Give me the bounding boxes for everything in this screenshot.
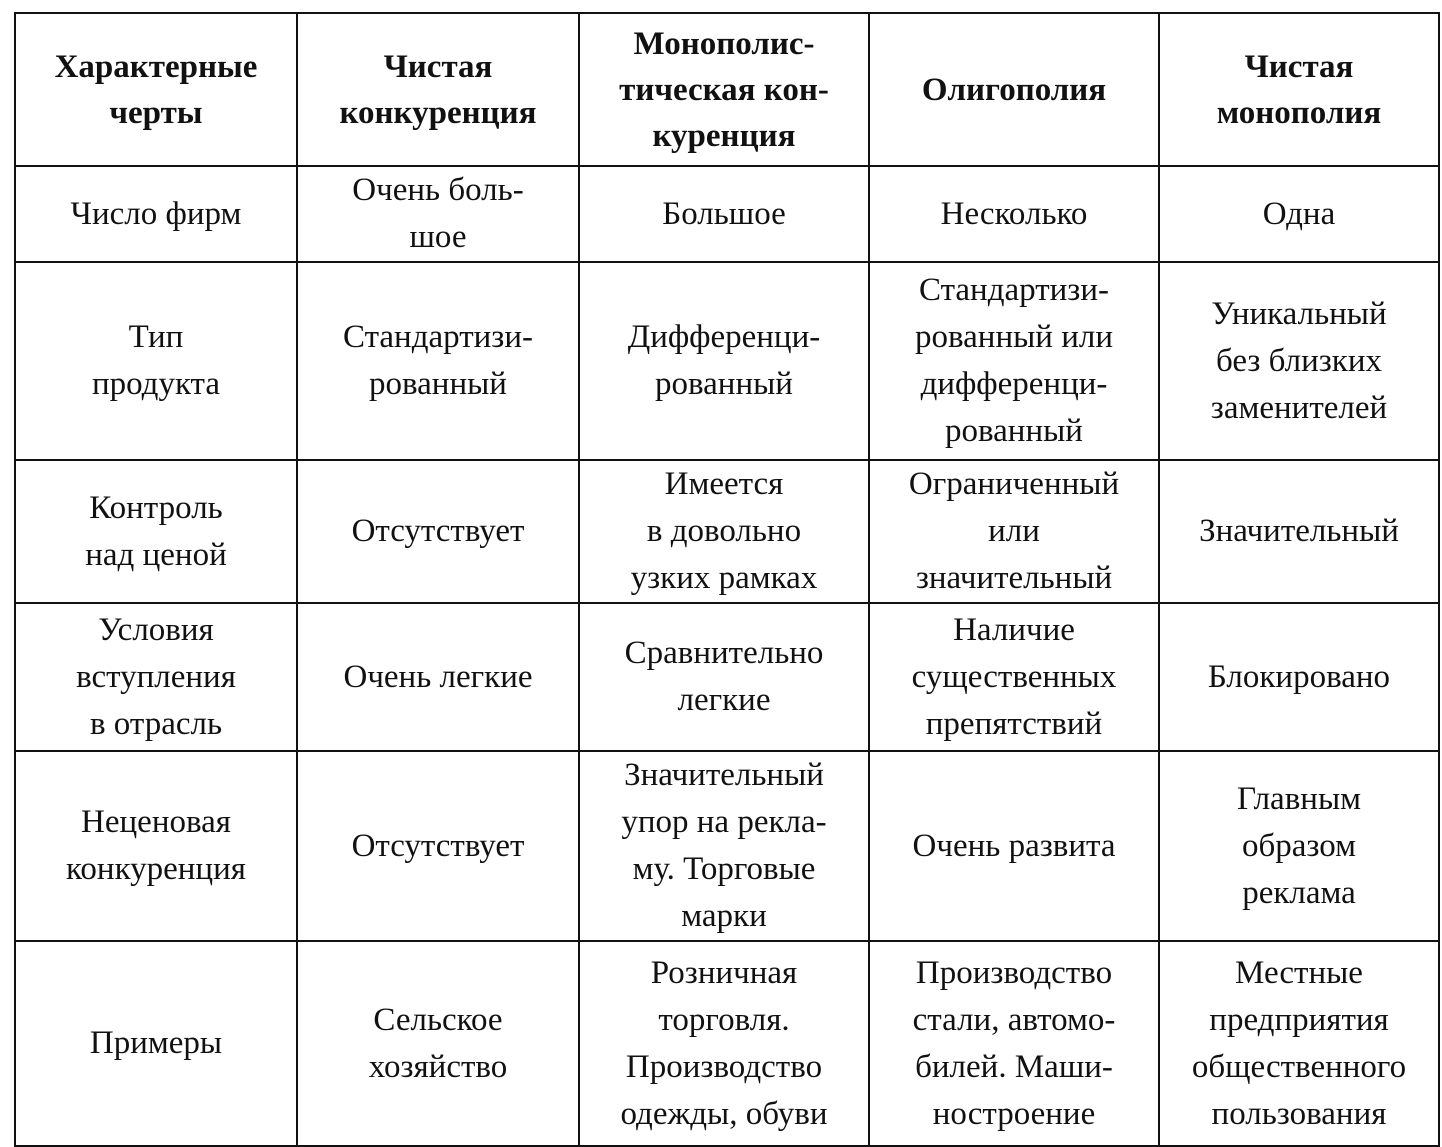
- cell-pure-competition: Очень боль- шое: [297, 166, 579, 262]
- header-pure-monopoly: Чистая монополия: [1159, 13, 1439, 166]
- market-structures-table: [14, 12, 1440, 1147]
- table-row: [15, 460, 1439, 603]
- row-feature: Число фирм: [15, 166, 297, 262]
- table-row: [15, 941, 1439, 1146]
- table-row: [15, 603, 1439, 751]
- cell-pure-monopoly: Местные предприятия общественного пользования: [1159, 941, 1439, 1146]
- cell-oligopoly: Наличие существенных препятствий: [869, 603, 1159, 751]
- cell-pure-competition: Стандартизи- рованный: [297, 262, 579, 460]
- cell-oligopoly: Очень развита: [869, 751, 1159, 941]
- row-feature: Тип продукта: [15, 262, 297, 460]
- table-row: [15, 262, 1439, 460]
- cell-oligopoly: Ограниченный или значительный: [869, 460, 1159, 603]
- header-features: Характерные черты: [15, 13, 297, 166]
- cell-pure-monopoly: Одна: [1159, 166, 1439, 262]
- cell-pure-competition: Очень легкие: [297, 603, 579, 751]
- cell-oligopoly: Производство стали, автомо- билей. Маши- ностроение: [869, 941, 1159, 1146]
- header-oligopoly: Олигополия: [869, 13, 1159, 166]
- cell-monopolistic-competition: Имеется в довольно узких рамках: [579, 460, 869, 603]
- table-row: [15, 166, 1439, 262]
- cell-monopolistic-competition: Дифференци- рованный: [579, 262, 869, 460]
- cell-pure-competition: Отсутствует: [297, 751, 579, 941]
- row-feature: Условия вступления в отрасль: [15, 603, 297, 751]
- cell-pure-competition: Сельское хозяйство: [297, 941, 579, 1146]
- cell-pure-monopoly: Значительный: [1159, 460, 1439, 603]
- header-pure-competition: Чистая конкуренция: [297, 13, 579, 166]
- row-feature: Неценовая конкуренция: [15, 751, 297, 941]
- header-monopolistic-competition: Монополис- тическая кон- куренция: [579, 13, 869, 166]
- cell-monopolistic-competition: Большое: [579, 166, 869, 262]
- cell-monopolistic-competition: Значительный упор на рекла- му. Торговые марки: [579, 751, 869, 941]
- header-row: [15, 13, 1439, 166]
- table-row: [15, 751, 1439, 941]
- row-feature: Контроль над ценой: [15, 460, 297, 603]
- cell-oligopoly: Несколько: [869, 166, 1159, 262]
- cell-pure-monopoly: Главным образом реклама: [1159, 751, 1439, 941]
- cell-pure-competition: Отсутствует: [297, 460, 579, 603]
- cell-oligopoly: Стандартизи- рованный или дифференци- рованный: [869, 262, 1159, 460]
- cell-pure-monopoly: Уникальный без близких заменителей: [1159, 262, 1439, 460]
- cell-pure-monopoly: Блокировано: [1159, 603, 1439, 751]
- row-feature: Примеры: [15, 941, 297, 1146]
- cell-monopolistic-competition: Сравнительно легкие: [579, 603, 869, 751]
- cell-monopolistic-competition: Розничная торговля. Производство одежды, обуви: [579, 941, 869, 1146]
